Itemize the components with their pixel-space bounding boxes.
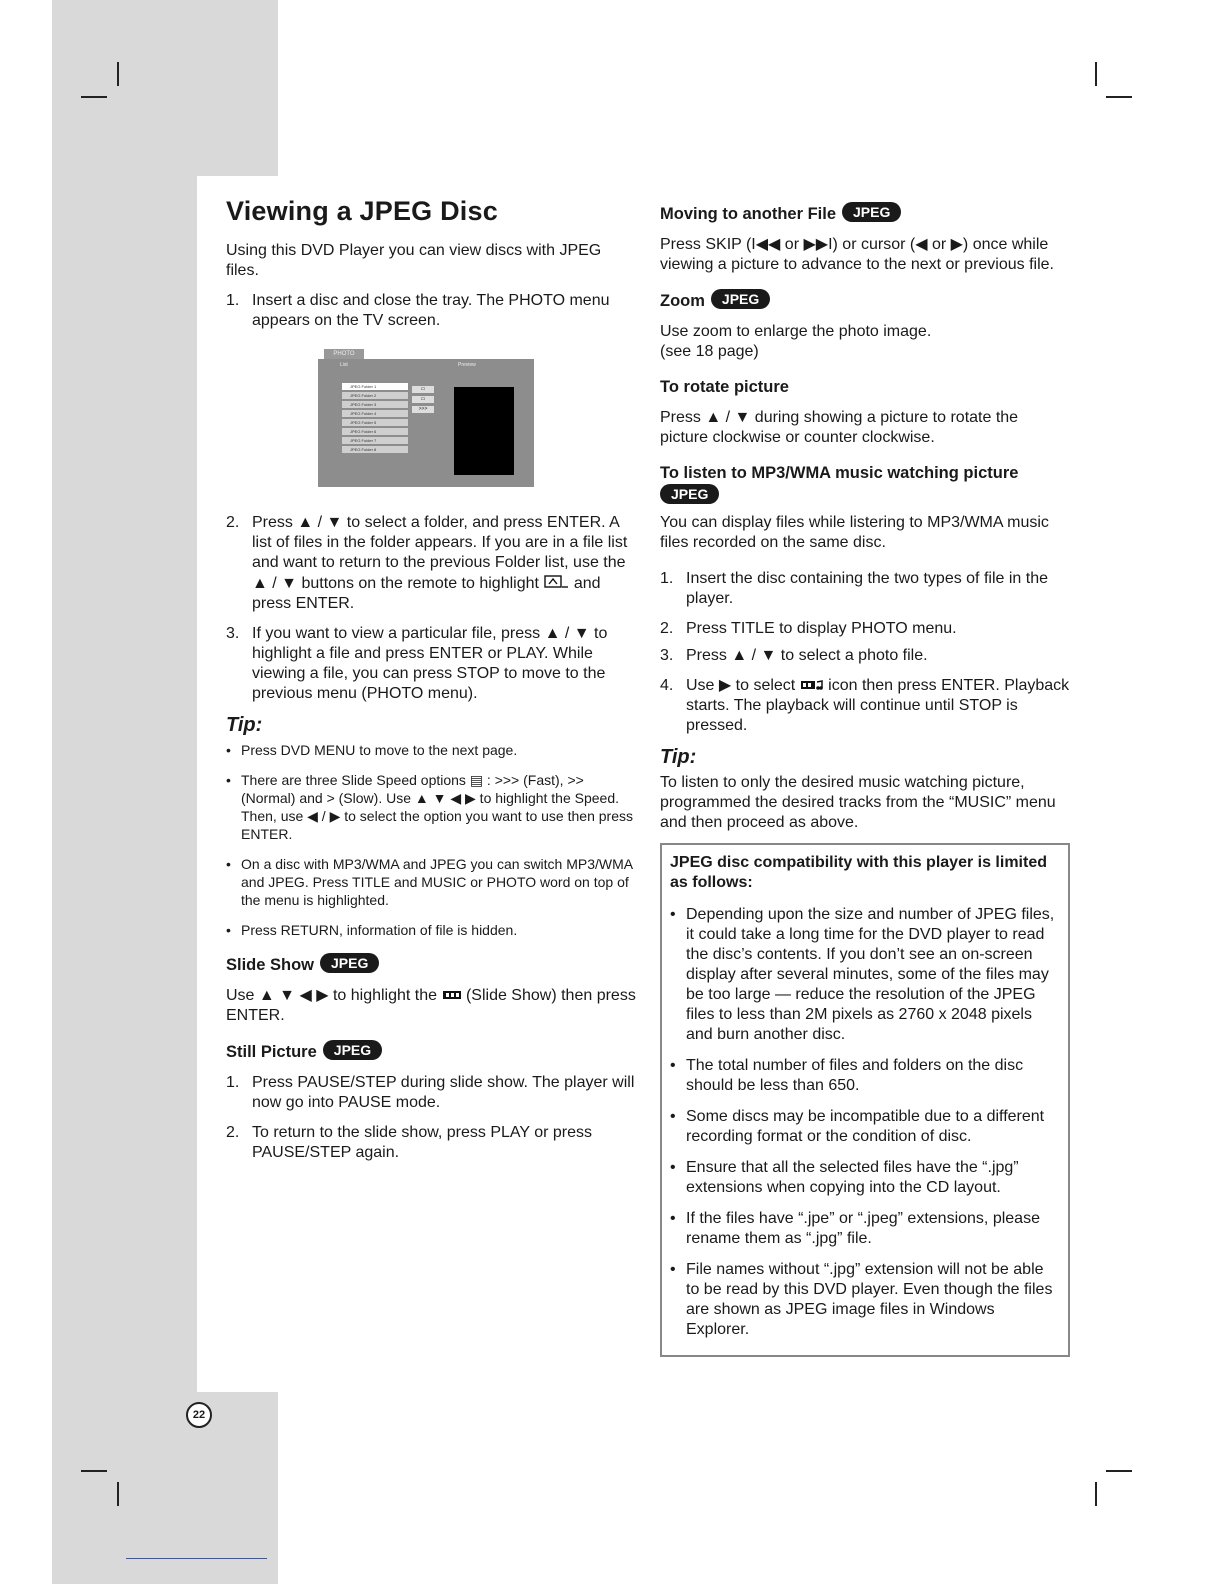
tips-list: [226, 741, 636, 939]
list-item: [226, 1123, 636, 1163]
intro-text: Using this DVD Player you can view discs with JPEG files.: [226, 242, 602, 279]
list-item[interactable]: JPEG Folder 7: [342, 437, 408, 444]
list-item: [226, 1073, 636, 1113]
list-item[interactable]: JPEG Folder 6: [342, 428, 408, 435]
step-number: 1.: [226, 1074, 240, 1091]
step-number: 2.: [226, 514, 240, 531]
zoom-ref: (see 18 page): [660, 343, 759, 360]
steps-list: [226, 291, 636, 331]
page-title: Viewing a JPEG Disc: [226, 196, 498, 226]
slideshow-text-tail: (Slide Show) then press ENTER.: [226, 987, 636, 1024]
list-item: • There are three Slide Speed options ▤ : >>> (Fast), >> (Normal) and > (Slow). Use ▲ ▼ ◀ ▶ to highlight the Speed. Then, use ◀ / ▶ to select the option you want to use then press ENTER.: [226, 771, 636, 843]
margin-gray-bottom: [52, 1392, 278, 1584]
tip-title: Tip:: [660, 746, 697, 768]
list-item: • On a disc with MP3/WMA and JPEG you can switch MP3/WMA and JPEG. Press TITLE and MUSIC or PHOTO word on top of the menu is highlighted.: [226, 855, 636, 909]
zoom-section: [660, 289, 1070, 362]
right-column: [660, 196, 1070, 1357]
step-text: Press PAUSE/STEP during slide show. The player will now go into PAUSE mode.: [252, 1074, 635, 1111]
crop-mark: [117, 1482, 119, 1506]
step-text: Insert a disc and close the tray. The PHOTO menu appears on the TV screen.: [252, 292, 610, 329]
crop-mark: [117, 62, 119, 86]
compat-heading: JPEG disc compatibility with this player is limited as follows:: [670, 854, 1047, 891]
list-item[interactable]: JPEG Folder 8: [342, 446, 408, 453]
section-heading: [660, 289, 1070, 312]
slideshow-icon: [442, 989, 462, 1001]
step-number: 1.: [226, 292, 240, 309]
music-slideshow-icon: [800, 679, 824, 691]
step-number: 1.: [660, 570, 674, 587]
compatibility-box: [660, 843, 1070, 1357]
step-number: 2.: [226, 1124, 240, 1141]
step-text: Insert the disc containing the two types of file in the player.: [686, 570, 1048, 607]
speed-control[interactable]: >>>: [412, 406, 434, 413]
preview-window: [454, 387, 514, 475]
step-text: If you want to view a particular file, press ▲ / ▼ to highlight a file and press ENTER or PLAY. While viewing a file, you can press STOP to move to the previous menu (PHOTO menu).: [252, 625, 608, 702]
list-item: • Depending upon the size and number of JPEG files, it could take a long time for the DVD player to read the disc’s contents. If you don’t see an on-screen display after several minutes, some of the files may be too large — reduce the resolution of the JPEG files to less than 2M pixels as 2760 x 2048 pixels and burn another disc.: [670, 905, 1060, 1045]
step-text-tail: and press ENTER.: [252, 575, 601, 612]
list-item: [660, 569, 1070, 609]
slideshow-text: Use ▲ ▼ ◀ ▶ to highlight the: [226, 987, 438, 1004]
step-text: Press ▲ / ▼ to select a photo file.: [686, 647, 928, 664]
crop-mark: [81, 96, 107, 98]
crop-mark: [1095, 62, 1097, 86]
slideshow-control[interactable]: ▭: [412, 396, 434, 403]
jpeg-badge: JPEG: [323, 1040, 382, 1060]
section-text: [226, 986, 636, 1026]
list-item: • The total number of files and folders on the disc should be less than 650.: [670, 1056, 1060, 1096]
list-item: [660, 619, 1070, 639]
listen-section: [660, 462, 1070, 736]
list-item: • File names without “.jpg” extension will not be able to be read by this DVD player. Even though the files are shown as JPEG image files in Windows Explorer.: [670, 1260, 1060, 1340]
margin-gray-top: [52, 0, 278, 176]
list-item[interactable]: JPEG Folder 4: [342, 410, 408, 417]
rotate-section: [660, 376, 1070, 448]
still-picture-section: [226, 1040, 636, 1163]
moving-text: Press SKIP (I◀◀ or ▶▶I) or cursor (◀ or ▶) once while viewing a picture to advance to the next or previous file.: [660, 236, 1054, 273]
list-item: [226, 624, 636, 704]
list-item[interactable]: JPEG Folder 1: [342, 383, 408, 390]
step-text: Use ▶ to select: [686, 677, 796, 694]
list-item: • Ensure that all the selected files have the “.jpg” extensions when copying into the CD layout.: [670, 1158, 1060, 1198]
photo-menu-screenshot: [298, 349, 534, 489]
step-text: Press TITLE to display PHOTO menu.: [686, 620, 957, 637]
crop-mark: [1095, 1482, 1097, 1506]
crop-mark: [1106, 96, 1132, 98]
steps-list: [226, 1073, 636, 1163]
step-number: 4.: [660, 677, 674, 694]
list-item[interactable]: JPEG Folder 3: [342, 401, 408, 408]
underline-link[interactable]: [126, 1558, 267, 1559]
rotate-heading: To rotate picture: [660, 378, 789, 396]
section-heading: [226, 953, 636, 976]
tip-title: Tip:: [226, 714, 263, 736]
list-item: [660, 646, 1070, 666]
step-number: 2.: [660, 620, 674, 637]
compat-list: [670, 905, 1060, 1340]
jpeg-badge: JPEG: [711, 289, 770, 309]
left-column: [226, 196, 636, 1173]
menu-panel: [318, 359, 534, 487]
still-heading: Still Picture: [226, 1043, 317, 1061]
photo-tab: PHOTO: [324, 349, 364, 359]
step-text: To return to the slide show, press PLAY or press PAUSE/STEP again.: [252, 1124, 593, 1161]
slideshow-section: [226, 953, 636, 1026]
zoom-heading: Zoom: [660, 292, 705, 310]
step-text-tail: icon then press ENTER. Playback starts. The playback will continue until STOP is pressed.: [686, 677, 1070, 734]
zoom-text: Use zoom to enlarge the photo image.: [660, 323, 932, 340]
jpeg-badge: JPEG: [320, 953, 379, 973]
crop-mark: [81, 1470, 107, 1472]
steps-list: [226, 513, 636, 704]
list-item: • Press RETURN, information of file is hidden.: [226, 921, 636, 939]
steps-list: [660, 569, 1070, 736]
list-item: [660, 676, 1070, 736]
rotate-text: Press ▲ / ▼ during showing a picture to rotate the picture clockwise or counter clockwise.: [660, 409, 1019, 446]
step-number: 3.: [660, 647, 674, 664]
list-item: • If the files have “.jpe” or “.jpeg” extensions, please rename them as “.jpg” file.: [670, 1209, 1060, 1249]
section-heading: [226, 1040, 636, 1063]
listen-heading: To listen to MP3/WMA music watching picture: [660, 464, 1019, 482]
moving-section: [660, 202, 1070, 275]
list-item[interactable]: JPEG Folder 2: [342, 392, 408, 399]
jpeg-badge: JPEG: [660, 484, 719, 504]
list-item: • Some discs may be incompatible due to a different recording format or the condition of disc.: [670, 1107, 1060, 1147]
list-item[interactable]: JPEG Folder 5: [342, 419, 408, 426]
section-heading: [660, 462, 1070, 507]
preview-header: Preview: [458, 362, 476, 368]
margin-gray-side: [52, 176, 197, 1392]
tip-text: To listen to only the desired music watching picture, programmed the desired tracks from the “MUSIC” menu and then proceed as above.: [660, 774, 1056, 831]
slideshow-heading: Slide Show: [226, 956, 315, 974]
list-item: [226, 513, 636, 614]
listen-text: You can display files while listering to MP3/WMA music files recorded on the same disc.: [660, 514, 1049, 551]
list-item: [226, 291, 636, 331]
list-header: List: [340, 362, 348, 368]
page-number: 22: [186, 1402, 212, 1428]
moving-heading: Moving to another File: [660, 205, 836, 223]
crop-mark: [1106, 1470, 1132, 1472]
step-number: 3.: [226, 625, 240, 642]
step-text: Press ▲ / ▼ to select a folder, and press ENTER. A list of files in the folder appears. If you are in a file list and want to return to the previous Folder list, use the ▲ / ▼ buttons on the remote to highlight: [252, 514, 628, 592]
up-folder-icon: [543, 573, 569, 589]
music-control[interactable]: ▭: [412, 386, 434, 393]
folder-list: [342, 383, 408, 455]
list-item: • Press DVD MENU to move to the next page.: [226, 741, 636, 759]
section-heading: [660, 202, 1070, 225]
jpeg-badge: JPEG: [842, 202, 901, 222]
